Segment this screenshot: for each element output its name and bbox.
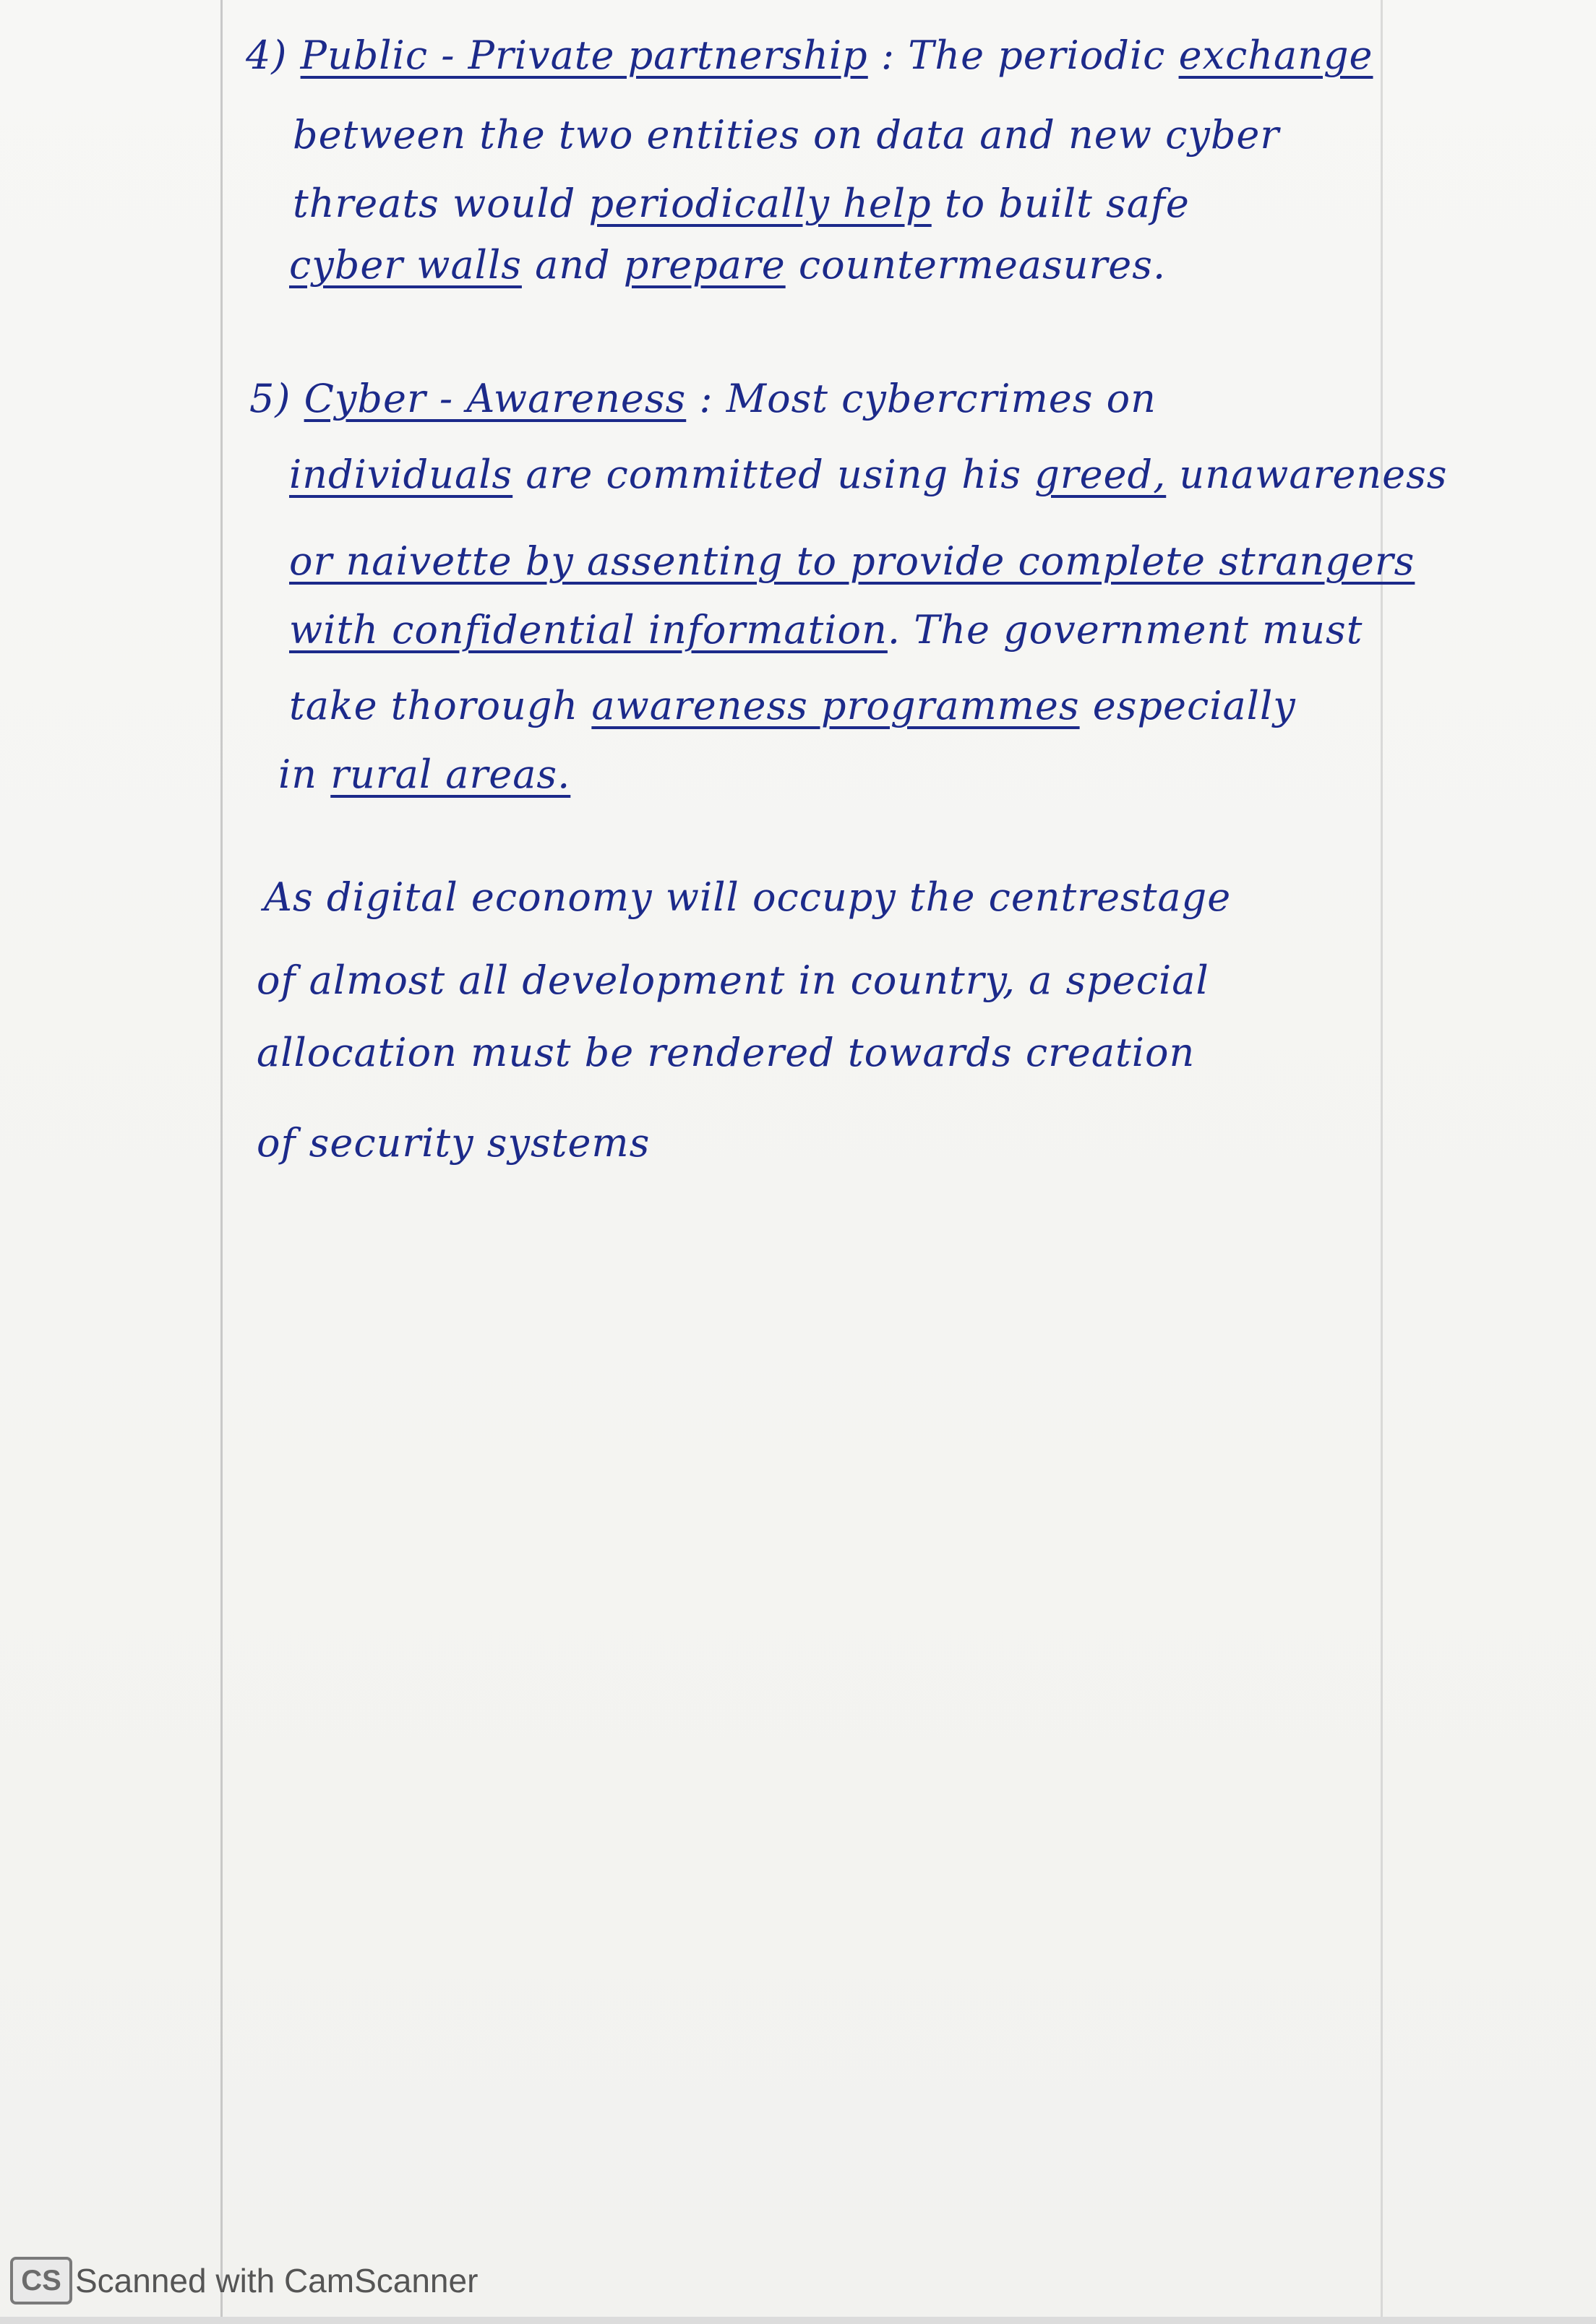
point-5-line-3: or naivette by assenting to provide complete strangers — [289, 538, 1415, 584]
point-4-line-3: threats would periodically help to built safe — [293, 181, 1190, 226]
point-5-line-4: with confidential information. The government must — [289, 607, 1363, 653]
point-5-number: 5) — [249, 376, 304, 421]
conclusion-line-1: As digital economy will occupy the centrestage — [264, 874, 1232, 920]
point-4-line-1: 4) Public - Private partnership : The periodic exchange — [246, 33, 1373, 78]
point-5-line-5: take thorough awareness programmes especially — [289, 683, 1296, 728]
camscanner-logo: CS — [10, 2257, 72, 2304]
margin-rule-right — [1381, 0, 1383, 2324]
conclusion-line-4: of security systems — [257, 1120, 651, 1166]
conclusion-line-3: allocation must be rendered towards creation — [257, 1030, 1196, 1075]
point-5-line-2: individuals are committed using his greed, unawareness — [289, 452, 1448, 497]
conclusion-line-2: of almost all development in country, a special — [257, 957, 1209, 1003]
point-5-line-6: in rural areas. — [278, 752, 571, 797]
point-4-line-4: cyber walls and prepare countermeasures. — [289, 242, 1167, 288]
point-4-heading: Public - Private partnership — [300, 33, 868, 78]
camscanner-watermark — [10, 2252, 478, 2310]
point-5-heading: Cyber - Awareness — [304, 376, 687, 421]
page-bottom-edge — [0, 2317, 1596, 2324]
point-4-line-2: between the two entities on data and new cyber — [293, 112, 1280, 158]
point-4-exchange: exchange — [1178, 33, 1373, 78]
camscanner-label: Scanned with CamScanner — [75, 2262, 479, 2299]
point-4-number: 4) — [246, 33, 288, 78]
point-5-line-1: 5) Cyber - Awareness : Most cybercrimes on — [249, 376, 1157, 421]
margin-rule-left — [220, 0, 223, 2324]
